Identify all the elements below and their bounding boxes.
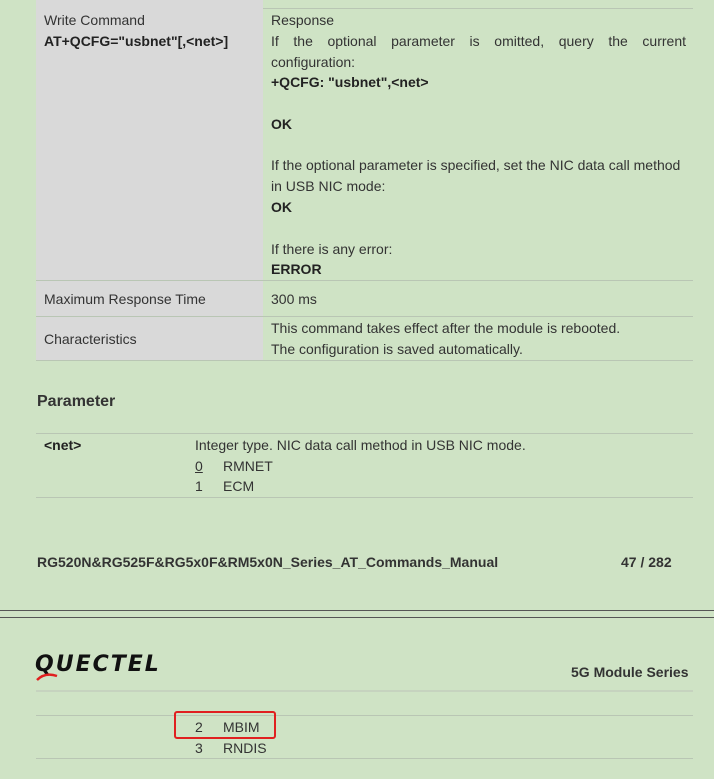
page-number: 47 / 282 <box>621 554 672 570</box>
logo-swoosh-icon <box>35 672 75 682</box>
parameter-value-label: MBIM <box>223 719 260 735</box>
quectel-logo-text: QUECTEL <box>35 652 161 677</box>
parameter-table-top <box>36 433 693 434</box>
characteristics-value-line1: This command takes effect after the module is rebooted. <box>271 320 621 336</box>
manual-title-footer: RG520N&RG525F&RG5x0F&RM5x0N_Series_AT_Commands_Manual <box>37 554 499 570</box>
response-query-result: +QCFG: "usbnet",<net> <box>271 74 429 90</box>
page-break-line <box>0 610 714 611</box>
parameter-value-number: 3 <box>195 740 203 756</box>
parameter-value-label: RNDIS <box>223 740 267 756</box>
characteristics-value-line2: The configuration is saved automatically. <box>271 341 523 357</box>
page-break-line <box>0 617 714 618</box>
max-response-time-value: 300 ms <box>271 291 317 307</box>
parameter-value-number: 1 <box>195 478 203 494</box>
response-set-description: If the optional parameter is specified, set the NIC data call method in USB NIC mode: <box>271 157 681 194</box>
write-command-label: Write Command <box>44 12 145 28</box>
series-label: 5G Module Series <box>571 664 689 680</box>
write-command-syntax: AT+QCFG="usbnet"[,<net>] <box>44 33 229 49</box>
quectel-logo <box>35 652 195 682</box>
row-divider <box>263 8 693 9</box>
parameter-value-label: ECM <box>223 478 255 494</box>
parameter-value-label: RMNET <box>223 458 273 474</box>
response-title: Response <box>271 12 335 28</box>
row-divider <box>36 316 693 317</box>
response-ok: OK <box>271 116 292 132</box>
parameter-table-top <box>36 715 693 716</box>
parameter-table-bottom <box>36 497 693 498</box>
response-ok: OK <box>271 199 292 215</box>
max-response-time-label: Maximum Response Time <box>44 291 206 307</box>
response-query-description: If the optional parameter is omitted, query the current configuration: <box>271 33 686 70</box>
parameter-heading: Parameter <box>37 393 116 410</box>
parameter-value-number: 2 <box>195 719 203 735</box>
parameter-value-number: 0 <box>195 458 203 474</box>
table-bottom-border <box>36 360 693 361</box>
parameter-description: Integer type. NIC data call method in USB NIC mode. <box>195 437 526 453</box>
response-error: ERROR <box>271 261 322 277</box>
characteristics-label: Characteristics <box>44 331 137 347</box>
row-divider <box>36 280 693 281</box>
header-underline <box>36 690 693 692</box>
parameter-name: <net> <box>44 437 82 453</box>
parameter-table-bottom <box>36 758 693 759</box>
response-error-description: If there is any error: <box>271 241 393 257</box>
